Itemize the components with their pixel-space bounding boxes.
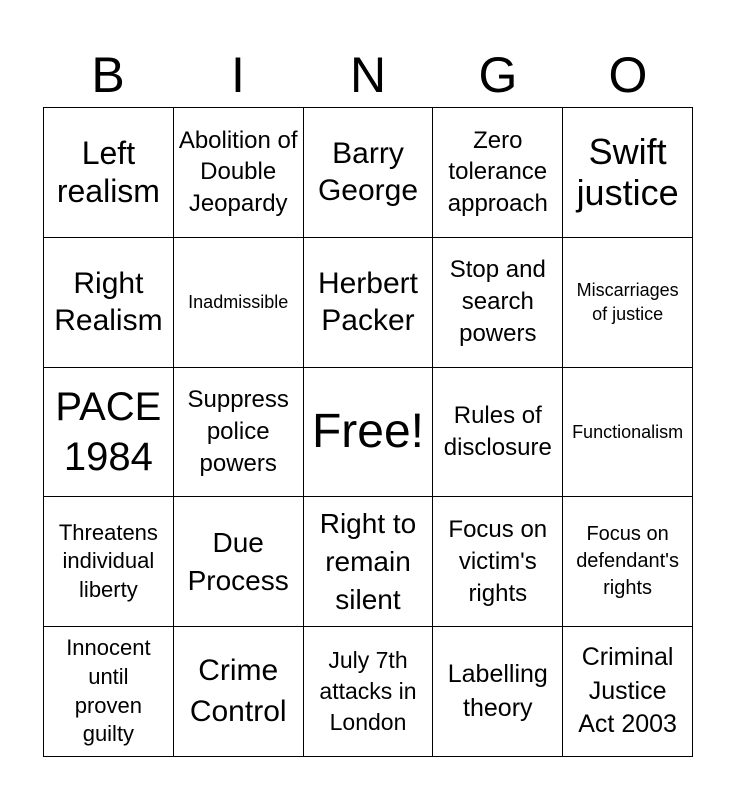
bingo-cell-text: Zero tolerance approach: [447, 126, 548, 218]
bingo-cell[interactable]: [174, 627, 304, 757]
bingo-cell-text: Stop and search powers: [449, 256, 546, 348]
bingo-cell-text: Right Realism: [54, 266, 163, 338]
bingo-cell-text: Miscarriages of justice: [576, 279, 679, 325]
bingo-cell[interactable]: [433, 497, 563, 627]
bingo-cell[interactable]: [563, 627, 693, 757]
free-space-text: Free!: [311, 404, 424, 458]
bingo-cell-text: Barry George: [317, 136, 419, 208]
bingo-cell-text: Herbert Packer: [317, 266, 418, 338]
bingo-cell-text: July 7th attacks in London: [319, 647, 417, 736]
header-letter-o: O: [608, 47, 648, 103]
bingo-cell-text: Left realism: [56, 135, 160, 210]
bingo-cell[interactable]: [433, 368, 563, 498]
bingo-cell[interactable]: [174, 368, 304, 498]
bingo-cell[interactable]: [44, 368, 174, 498]
bingo-cell-text: PACE 1984: [55, 384, 162, 479]
header-letter-n: N: [349, 47, 387, 103]
bingo-cell[interactable]: [44, 497, 174, 627]
bingo-cell-text: Abolition of Double Jeopardy: [178, 126, 298, 218]
bingo-cell[interactable]: [44, 238, 174, 368]
header-letter-i: I: [231, 47, 245, 103]
bingo-cell-text: Focus on defendant's rights: [576, 523, 679, 600]
bingo-cell[interactable]: [563, 497, 693, 627]
header-letter-g: G: [478, 47, 518, 103]
bingo-cell[interactable]: [433, 108, 563, 238]
bingo-cell-text: Inadmissible: [188, 292, 289, 313]
bingo-cell-text: Criminal Justice Act 2003: [578, 642, 677, 739]
bingo-cell[interactable]: [433, 627, 563, 757]
bingo-cell-text: Innocent until proven guilty: [66, 635, 151, 747]
bingo-cell-text: Functionalism: [572, 421, 684, 442]
bingo-cell[interactable]: [563, 368, 693, 498]
bingo-cell-text: Swift justice: [576, 131, 679, 214]
bingo-cell[interactable]: [304, 497, 434, 627]
bingo-cell[interactable]: [563, 108, 693, 238]
bingo-cell[interactable]: [563, 238, 693, 368]
bingo-cell[interactable]: [174, 497, 304, 627]
bingo-cell-text: Due Process: [187, 526, 289, 596]
bingo-cell[interactable]: [433, 238, 563, 368]
header-letter-b: B: [91, 47, 125, 103]
bingo-free-cell[interactable]: [304, 368, 434, 498]
bingo-cell-text: Rules of disclosure: [443, 402, 552, 461]
bingo-cell[interactable]: [44, 627, 174, 757]
bingo-card-grid: [43, 107, 693, 757]
bingo-cell-text: Suppress police powers: [187, 386, 289, 477]
bingo-cell[interactable]: [44, 108, 174, 238]
bingo-cell[interactable]: [304, 108, 434, 238]
bingo-cell-text: Right to remain silent: [319, 508, 417, 615]
bingo-cell-text: Threatens individual liberty: [58, 519, 158, 603]
bingo-cell-text: Focus on victim's rights: [448, 515, 548, 607]
bingo-cell-text: Crime Control: [189, 654, 287, 728]
bingo-cell[interactable]: [174, 108, 304, 238]
bingo-cell[interactable]: [174, 238, 304, 368]
bingo-header: [43, 44, 693, 106]
bingo-cell[interactable]: [304, 238, 434, 368]
bingo-cell[interactable]: [304, 627, 434, 757]
bingo-cell-text: Labelling theory: [447, 659, 548, 722]
